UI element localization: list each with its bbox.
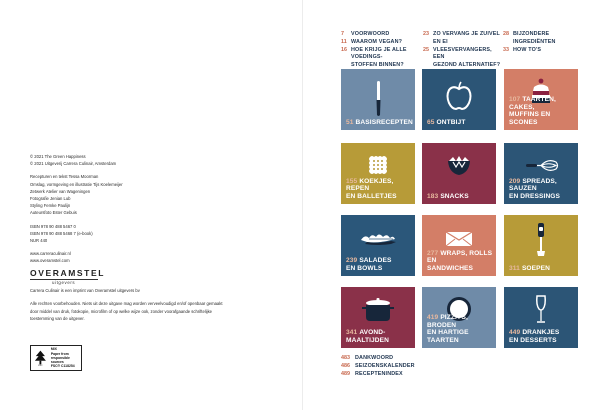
- toc-column-3: [503, 31, 583, 54]
- svg-text:FSC: FSC: [38, 364, 43, 367]
- chapter-tile-snacks[interactable]: 183 SNACKS: [422, 143, 496, 204]
- colophon-line: © 2021 The Green Happiness: [30, 154, 86, 159]
- toc-column-2: [423, 31, 503, 70]
- colophon-line: Omslag, vormgeving en illustratie Tijs Koelemeijer: [30, 181, 123, 187]
- rights-line: Alle rechten voorbehouden. Niets uit deze uitgave mag worden verveelvoudigd en/of openbaar gemaakt: [30, 301, 223, 307]
- colophon: [30, 153, 270, 322]
- colophon-line: Zetwerk Atelier van Wageningen: [30, 188, 91, 194]
- toc-entry-zuivel-cont[interactable]: EN EI: [433, 38, 448, 45]
- toc-bottom: [341, 355, 415, 378]
- brand-name: OVERAMSTEL: [30, 267, 106, 278]
- toc-entry-dankwoord[interactable]: 483 DANKWOORD: [341, 355, 394, 361]
- website-link: www.overamstel.com: [30, 258, 70, 264]
- chapter-tile-drankjes[interactable]: 449 DRANKJES EN DESSERTS: [504, 287, 578, 348]
- colophon-line: Recepturen en tekst Tessa Moorman: [30, 174, 99, 180]
- chapter-tile-salades[interactable]: 239 SALADES EN BOWLS: [341, 215, 415, 276]
- nur-line: NUR 440: [30, 238, 48, 244]
- toc-entry-how-tos[interactable]: 33 HOW TO'S: [503, 46, 542, 53]
- toc-column-1: [341, 31, 423, 70]
- colophon-line: Fotografie Jenian Lub: [30, 196, 71, 202]
- overamstel-logo: [30, 269, 270, 287]
- rights-line: door middel van druk, fotokopie, microfilm of op welke wijze ook, zonder voorafgaande schriftelijke: [30, 308, 213, 314]
- chapter-tile-ontbijt[interactable]: 65 ONTBIJT: [422, 69, 496, 130]
- colophon-line: © 2021 Uitgeverij Carrera Culinair, Amsterdam: [30, 161, 117, 167]
- toc-entry-ingredienten[interactable]: 28 BIJZONDERE INGREDIËNTEN: [503, 31, 556, 45]
- chapter-tile-pizzas[interactable]: 419 PIZZA'S, BRODEN EN HARTIGE TAARTEN: [422, 287, 496, 348]
- toc-entry-zuivel[interactable]: 23 ZO VERVANG JE ZUIVEL: [423, 31, 500, 37]
- colophon-line: Auteursfoto Ester Gebuis: [30, 210, 77, 216]
- isbn-line: ISBN 978 90 488 5467 0: [30, 223, 76, 229]
- colophon-line: Styling Femke Paulijn: [30, 203, 71, 209]
- chapter-tile-koekjes[interactable]: 155 KOEKJES, REPEN EN BALLETJES: [341, 143, 415, 204]
- toc-entry-receptenindex[interactable]: 489 RECEPTENINDEX: [341, 370, 403, 377]
- rights-line: toestemming van de uitgever.: [30, 315, 85, 321]
- fsc-text: MIX Paper from responsible sources FSC® C118254: [50, 347, 75, 369]
- toc-entry-voedingsstoffen[interactable]: 16 HOE KRIJG JE ALLE VOEDINGS-: [341, 46, 407, 61]
- toc-entry-seizoenskalender[interactable]: 486 SEIZOENSKALENDER: [341, 362, 415, 369]
- chapter-tile-spreads[interactable]: 209 SPREADS, SAUZEN EN DRESSINGS: [504, 143, 578, 204]
- chapter-tile-taarten[interactable]: 107 TAARTEN, CAKES, MUFFINS EN SCONES: [504, 69, 578, 130]
- imprint-line: Carrera Culinair is een imprint van Overamstel uitgevers bv: [30, 288, 140, 294]
- toc-entry-waarom-vegan[interactable]: 11 WAAROM VEGAN?: [341, 38, 403, 45]
- isbn-line: ISBN 978 90 488 5468 7 (e-book): [30, 230, 93, 236]
- toc-entry-voorwoord[interactable]: 7 VOORWOORD: [341, 31, 390, 37]
- brand-sub: uitgevers: [52, 280, 76, 286]
- toc-entry-vleesvervangers-cont[interactable]: GEZOND ALTERNATIEF?: [433, 62, 501, 69]
- fsc-tree-icon: [34, 349, 47, 367]
- chapter-tile-wraps[interactable]: 277 WRAPS, ROLLS EN SANDWICHES: [422, 215, 496, 276]
- toc-entry-voedingsstoffen-cont[interactable]: STOFFEN BINNEN?: [351, 62, 404, 69]
- chapter-tile-avondmaaltijden[interactable]: 341 AVOND- MAALTIJDEN: [341, 287, 415, 348]
- website-link: www.carreraculinair.nl: [30, 251, 71, 257]
- toc-entry-vleesvervangers[interactable]: 25 VLEESVERVANGERS, EEN: [423, 46, 492, 61]
- chapter-tile-basisrecepten[interactable]: 51 BASISRECEPTEN: [341, 69, 415, 130]
- fsc-badge: [30, 345, 82, 371]
- right-page-contents: [303, 0, 606, 410]
- chapter-tile-soepen[interactable]: 311 SOEPEN: [504, 215, 578, 276]
